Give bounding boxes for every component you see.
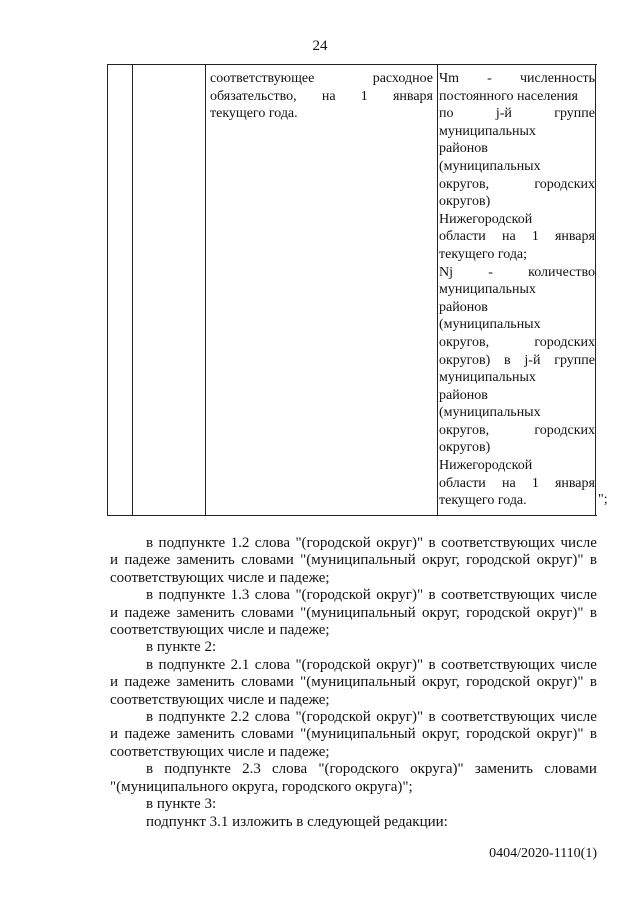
paragraph-word: числе [560, 709, 597, 726]
paragraph-word: и [110, 552, 119, 569]
paragraph-word: подпункте [158, 587, 226, 604]
cell-word: округов, [439, 334, 490, 350]
paragraph-word: падеже [124, 552, 171, 569]
paragraph-word: соответствующих [441, 656, 556, 673]
paragraph-word: и [110, 726, 119, 743]
paragraph-word: подпункте [164, 761, 231, 778]
cell-word: округов, [439, 176, 490, 192]
paragraph-word: падеже [124, 674, 171, 691]
cell-word: j-й [524, 352, 541, 368]
paragraph-word: округ)" [536, 674, 584, 691]
paragraph [110, 761, 597, 796]
cell-word: муниципальных [439, 282, 536, 298]
cell-word: на [321, 88, 336, 104]
paragraph-word: падеже [124, 726, 171, 743]
cell-word: области [439, 475, 486, 491]
paragraph [110, 657, 597, 709]
paragraph-word: заменить [474, 761, 534, 778]
paragraph-word: словами [241, 674, 294, 691]
cell-word: на [501, 229, 516, 245]
paragraph [110, 587, 597, 639]
paragraph-word: городской [466, 552, 531, 569]
cell-line [439, 88, 595, 106]
cell-word: (муниципальных [439, 158, 541, 174]
paragraph-word: числе [560, 656, 597, 673]
cell-word: соответствующее [210, 71, 315, 86]
paragraph-line: соответствующих числе и падеже; [110, 691, 330, 708]
paragraph-word: "(городской [295, 587, 371, 604]
cell-line [439, 492, 595, 510]
cell-line [439, 352, 595, 370]
paragraph-word: в [428, 535, 436, 551]
paragraph [110, 709, 597, 761]
table-divider [132, 65, 133, 515]
cell-line [210, 70, 433, 88]
cell-line [439, 193, 595, 211]
cell-line [439, 105, 595, 123]
paragraph-word: слова [272, 761, 308, 778]
paragraph-word: слова [254, 709, 290, 726]
cell-word: городских [534, 176, 595, 192]
paragraph-word: "(городской [295, 656, 371, 673]
document-code: 0404/2020-1110(1) [489, 846, 597, 861]
cell-line [439, 369, 595, 387]
paragraph-line [110, 709, 597, 726]
cell-word: группе [554, 352, 595, 368]
paragraph-word: соответствующих [441, 535, 556, 551]
cell-line [439, 123, 595, 141]
paragraph [110, 814, 597, 831]
paragraph-word: подпункте [158, 709, 226, 726]
paragraph-word: округ)" [376, 535, 424, 551]
cell-line [439, 140, 595, 158]
paragraph-word: 1.2 [230, 535, 250, 551]
paragraph-word: 2.1 [230, 656, 250, 673]
cell-word: городских [534, 334, 595, 350]
cell-word: районов [439, 387, 488, 403]
paragraph-word: в [428, 709, 436, 726]
cell-word: округов, [439, 422, 490, 438]
paragraph-line: подпункт 3.1 изложить в следующей редакции: [146, 813, 448, 830]
paragraph-word: в [146, 587, 154, 604]
paragraph-line: соответствующих числе и падеже; [110, 569, 330, 586]
cell-line [439, 475, 595, 493]
paragraph-word: словами [241, 726, 294, 743]
paragraph-word: 1.3 [230, 587, 250, 604]
paragraph-word: в [589, 674, 597, 691]
amendment-table [107, 64, 597, 516]
paragraph-word: городской [466, 604, 531, 621]
paragraph-word: "(муниципальный [300, 604, 416, 621]
paragraph [110, 639, 597, 656]
paragraph-word: слова [254, 656, 290, 673]
paragraph-word: числе [560, 587, 597, 604]
cell-line [439, 281, 595, 299]
cell-word: текущего года; [439, 246, 528, 262]
paragraph-word: в [146, 761, 154, 778]
cell-line [439, 70, 595, 88]
paragraph-word: заменить [176, 552, 235, 569]
paragraph-word: падеже [124, 604, 171, 621]
cell-line [439, 158, 595, 176]
cell-word: 1 [531, 475, 539, 491]
cell-word: - [487, 71, 492, 86]
paragraph-word: словами [241, 604, 294, 621]
cell-word: в [504, 352, 511, 368]
cell-word: - [488, 264, 493, 280]
cell-word: текущего года. [439, 493, 527, 509]
cell-word: Nj [439, 264, 453, 280]
paragraph-word: "(городского [318, 761, 399, 778]
cell-word: районов [439, 141, 488, 157]
cell-word: численность [519, 71, 595, 86]
paragraph-word: заменить [176, 674, 235, 691]
cell-word: округов) [439, 440, 491, 456]
cell-word: j-й [495, 106, 512, 122]
paragraph-line [110, 761, 597, 778]
paragraph-word: 2.3 [242, 761, 261, 778]
paragraph-word: соответствующих [441, 709, 556, 726]
cell-line [439, 246, 595, 264]
paragraph-word: словами [544, 761, 597, 778]
paragraph-word: числе [560, 535, 597, 551]
paragraph-word: и [110, 674, 119, 691]
cell-line [439, 387, 595, 405]
table-divider [437, 65, 438, 515]
paragraph-word: в [146, 709, 154, 726]
table-divider [595, 65, 596, 515]
paragraph-word: округ)" [536, 604, 584, 621]
paragraph-word: соответствующих [441, 587, 556, 604]
cell-line [439, 439, 595, 457]
paragraph-word: округ)" [376, 587, 424, 604]
cell-word: января [554, 229, 595, 245]
cell-line [439, 176, 595, 194]
cell-word: Чm [439, 71, 459, 86]
paragraph-word: в [589, 552, 597, 569]
paragraph-word: в [589, 604, 597, 621]
paragraph-word: слова [254, 535, 290, 551]
cell-line [439, 228, 595, 246]
cell-word: по [439, 106, 454, 122]
paragraph [110, 535, 597, 587]
table-cell-variables [439, 70, 595, 510]
paragraph-line: "(муниципального округа, городского округа)"; [110, 778, 413, 795]
paragraph-word: округа)" [410, 761, 464, 778]
paragraph-word: в [428, 656, 436, 673]
paragraph-word: округ, [421, 552, 460, 569]
cell-line [439, 334, 595, 352]
paragraph-word: "(муниципальный [300, 552, 416, 569]
cell-word: расходное [372, 71, 433, 86]
paragraph-word: округ)" [536, 552, 584, 569]
paragraph-line [110, 726, 597, 743]
cell-line [439, 264, 595, 282]
table-divider [205, 65, 206, 515]
paragraph-word: "(городской [295, 709, 371, 726]
paragraph-line [110, 552, 597, 569]
paragraph-word: городской [466, 726, 531, 743]
cell-word: муниципальных [439, 370, 536, 386]
paragraph-line [110, 605, 597, 622]
cell-line [439, 422, 595, 440]
cell-word: (муниципальных [439, 317, 541, 333]
paragraph-word: округ)" [536, 726, 584, 743]
paragraph-word: округ)" [376, 709, 424, 726]
cell-word: муниципальных [439, 123, 536, 139]
cell-word: 1 [360, 88, 368, 104]
cell-word: обязательство, [210, 88, 297, 104]
paragraph-word: подпункте [158, 656, 226, 673]
paragraph-word: в [428, 587, 436, 604]
cell-word: районов [439, 299, 488, 315]
cell-word: текущего года. [210, 106, 298, 122]
paragraph-word: в [146, 535, 154, 551]
paragraph-word: заменить [176, 604, 235, 621]
paragraph-word: в [146, 656, 154, 673]
paragraph-word: и [110, 604, 119, 621]
cell-word: количество [528, 264, 595, 280]
paragraph-word: округ)" [376, 656, 424, 673]
cell-word: января [392, 88, 433, 104]
paragraph-word: слова [254, 587, 290, 604]
cell-word: Нижегородской [439, 458, 533, 474]
page-number: 24 [312, 38, 328, 54]
paragraph-word: городской [466, 674, 531, 691]
cell-word: группе [554, 106, 595, 122]
cell-word: января [554, 475, 595, 491]
cell-word: Нижегородской [439, 211, 533, 227]
cell-line [210, 105, 433, 123]
table-cell-description [210, 70, 433, 123]
paragraph-word: в [589, 726, 597, 743]
paragraph-word: округ, [421, 726, 460, 743]
cell-word: области [439, 229, 486, 245]
paragraph-line [110, 535, 597, 552]
paragraph-word: округ, [421, 604, 460, 621]
closing-quote: "; [598, 492, 608, 507]
cell-word: округов) [439, 352, 491, 368]
cell-line [210, 88, 433, 106]
cell-line [439, 457, 595, 475]
paragraph-word: округ, [421, 674, 460, 691]
paragraph-line [110, 657, 597, 674]
paragraph-line: соответствующих числе и падеже; [110, 622, 330, 639]
document-body [110, 535, 597, 831]
paragraph-word: подпункте [158, 535, 226, 551]
cell-line [439, 299, 595, 317]
cell-word: постоянного населения [439, 88, 578, 104]
paragraph-word: "(муниципальный [300, 726, 416, 743]
cell-line [439, 316, 595, 334]
cell-word: округов) [439, 194, 491, 210]
cell-word: городских [534, 422, 595, 438]
paragraph-word: заменить [176, 726, 235, 743]
paragraph-word: "(городской [295, 535, 371, 551]
paragraph-line: в пункте 3: [146, 796, 217, 813]
cell-word: (муниципальных [439, 405, 541, 421]
paragraph-word: 2.2 [230, 709, 250, 726]
paragraph-line [110, 674, 597, 691]
cell-line [439, 211, 595, 229]
cell-line [439, 404, 595, 422]
paragraph-line: соответствующих числе и падеже; [110, 743, 330, 760]
cell-word: на [501, 475, 516, 491]
paragraph [110, 796, 597, 813]
paragraph-word: "(муниципальный [300, 674, 416, 691]
paragraph-line: в пункте 2: [146, 639, 217, 656]
cell-word: 1 [531, 229, 539, 245]
paragraph-word: словами [241, 552, 294, 569]
paragraph-line [110, 587, 597, 604]
